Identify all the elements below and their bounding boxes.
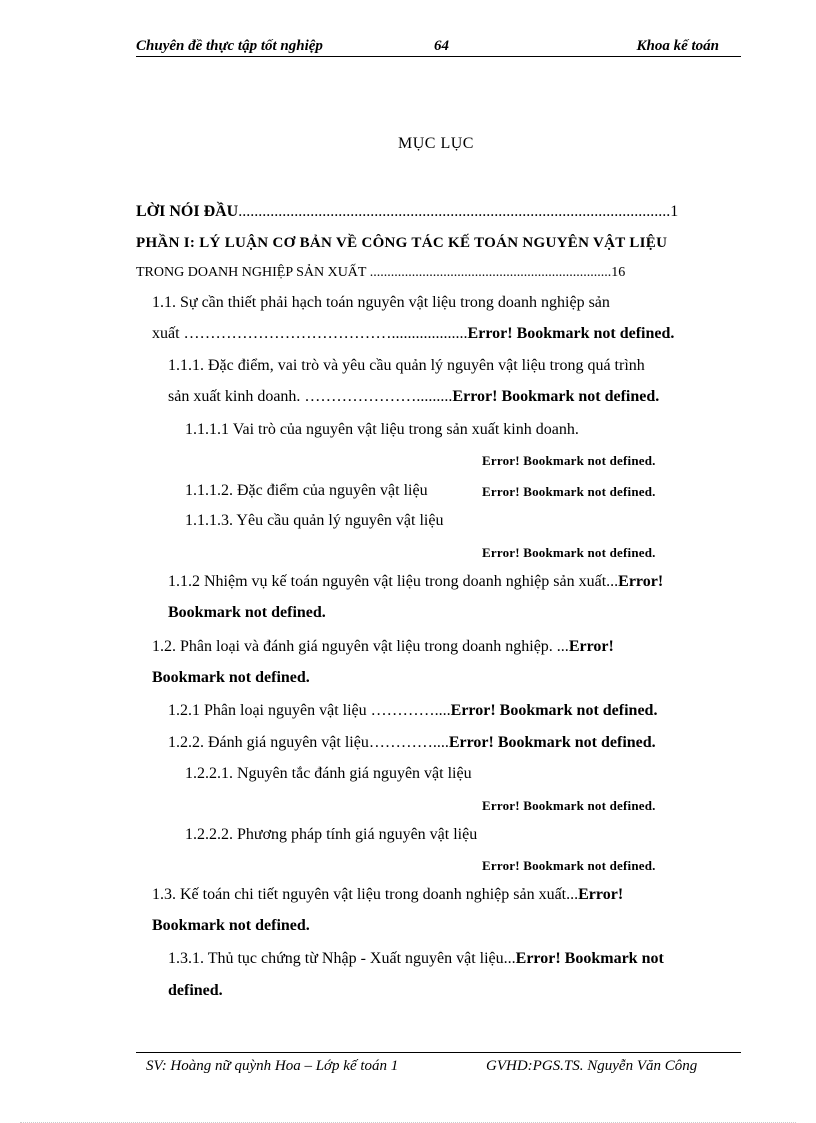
toc-entry-label: 1.3. Kế toán chi tiết nguyên vật liệu trong doanh nghiệp sản xuất...: [152, 886, 579, 903]
toc-entry-label: 1.1.1.3. Yêu cầu quản lý nguyên vật liệu: [185, 512, 444, 529]
toc-entry-label: 1.2.2.2. Phương pháp tính giá nguyên vật liệu: [185, 826, 478, 843]
toc-entry-1-1-cont[interactable]: [152, 324, 674, 344]
toc-entry-page: 1: [670, 203, 679, 220]
toc-entry-1-1-1[interactable]: [168, 356, 645, 376]
toc-entry-1-1-1-3-error: [482, 543, 656, 563]
toc-entry-label: 1.3.1. Thủ tục chứng từ Nhập - Xuất nguyên vật liệu...: [168, 950, 516, 967]
bookmark-error: Error! Bookmark not defined.: [482, 858, 656, 873]
toc-entry-1-1-2-cont[interactable]: [168, 603, 326, 623]
page-footer: [136, 1052, 741, 1074]
toc-entry-label: 1.1.1.2. Đặc điểm của nguyên vật liệu: [185, 482, 428, 499]
bookmark-error: defined.: [168, 982, 223, 999]
toc-entry-1-3-1-cont[interactable]: [168, 981, 223, 1001]
toc-entry-1-2-2[interactable]: [168, 733, 656, 753]
toc-entry-label: TRONG DOANH NGHIỆP SẢN XUẤT: [136, 265, 367, 280]
header-page-number: 64: [434, 38, 449, 54]
toc-entry-part-1[interactable]: [136, 233, 667, 253]
toc-entry-1-1-1-3[interactable]: [185, 511, 443, 531]
toc-entry-label: sản xuất kinh doanh. ………………….........: [168, 388, 453, 405]
toc-entry-1-2-2-2-error: [482, 856, 656, 876]
bookmark-error: Error!: [568, 638, 614, 655]
toc-entry-1-2-2-2[interactable]: [185, 825, 477, 845]
toc-entry-label: 1.2.2. Đánh giá nguyên vật liệu…………....: [168, 734, 449, 751]
toc-entry-dots: ............................................................................................................: [238, 203, 671, 220]
toc-entry-label: xuất …………………………………...................: [152, 325, 468, 342]
toc-entry-label: 1.1.1.1 Vai trò của nguyên vật liệu trong sản xuất kinh doanh.: [185, 421, 579, 438]
footer-student: SV: Hoàng nữ quỳnh Hoa – Lớp kế toán 1: [146, 1058, 399, 1074]
header-department: Khoa kế toán: [636, 38, 719, 54]
toc-entry-label: 1.1.2 Nhiệm vụ kế toán nguyên vật liệu trong doanh nghiệp sản xuất...: [168, 573, 619, 590]
toc-entry-1-3-cont[interactable]: [152, 916, 310, 936]
toc-entry-1-1-1-2[interactable]: [185, 481, 428, 501]
toc-entry-1-1-1-cont[interactable]: [168, 387, 659, 407]
bookmark-error: Error! Bookmark not defined.: [450, 702, 658, 719]
bookmark-error: Error! Bookmark not defined.: [467, 325, 675, 342]
toc-entry-1-1-1-2-error: [482, 482, 656, 502]
toc-entry-label: 1.1. Sự cần thiết phải hạch toán nguyên vật liệu trong doanh nghiệp sản: [152, 294, 610, 311]
toc-entry-page: 16: [611, 265, 626, 280]
bookmark-error: Error! Bookmark not defined.: [482, 798, 656, 813]
toc-entry-part-1-cont[interactable]: [136, 263, 625, 283]
toc-entry-label: LỜI NÓI ĐẦU: [136, 203, 239, 220]
toc-entry-1-2-2-1-error: [482, 796, 656, 816]
bookmark-error: Error! Bookmark not defined.: [482, 545, 656, 560]
bookmark-error: Error! Bookmark not defined.: [482, 484, 656, 499]
toc-entry-dots: .....................................................................: [366, 265, 612, 280]
toc-entry-1-1[interactable]: [152, 293, 610, 313]
toc-entry-1-1-1-1-error: [482, 451, 656, 471]
bookmark-error: Error! Bookmark not defined.: [482, 453, 656, 468]
toc-entry-1-2-1[interactable]: [168, 701, 657, 721]
bookmark-error: Error! Bookmark not defined.: [448, 734, 656, 751]
toc-entry-label: 1.2. Phân loại và đánh giá nguyên vật liệu trong doanh nghiệp. ...: [152, 638, 569, 655]
toc-entry-1-1-2[interactable]: [168, 572, 663, 592]
bookmark-error: Error!: [618, 573, 664, 590]
toc-entry-1-2-cont[interactable]: [152, 668, 310, 688]
footer-supervisor: GVHD:PGS.TS. Nguyễn Văn Công: [486, 1058, 698, 1074]
bookmark-error: Error! Bookmark not: [515, 950, 664, 967]
toc-entry-label: 1.1.1. Đặc điểm, vai trò và yêu cầu quản lý nguyên vật liệu trong quá trình: [168, 357, 645, 374]
toc-entry-1-3-1[interactable]: [168, 949, 664, 969]
bookmark-error: Error! Bookmark not defined.: [452, 388, 660, 405]
bookmark-error: Error!: [578, 886, 624, 903]
toc-entry-1-1-1-1[interactable]: [185, 420, 579, 440]
toc-entry-1-2-2-1[interactable]: [185, 764, 472, 784]
toc-entry-label: PHẦN I: LÝ LUẬN CƠ BẢN VỀ CÔNG TÁC KẾ TOÁN NGUYÊN VẬT LIỆU: [136, 235, 668, 251]
bookmark-error: Bookmark not defined.: [152, 917, 310, 934]
bookmark-error: Bookmark not defined.: [168, 604, 326, 621]
toc-entry-label: 1.2.2.1. Nguyên tắc đánh giá nguyên vật liệu: [185, 765, 472, 782]
page-header: [136, 36, 741, 57]
toc-entry-label: 1.2.1 Phân loại nguyên vật liệu …………....: [168, 702, 451, 719]
header-document-type: Chuyên đề thực tập tốt nghiệp: [136, 38, 323, 54]
bookmark-error: Bookmark not defined.: [152, 669, 310, 686]
toc-entry-preface[interactable]: [136, 202, 678, 222]
toc-entry-1-3[interactable]: [152, 885, 623, 905]
toc-entry-1-2[interactable]: [152, 637, 614, 657]
toc-title: MỤC LỤC: [398, 135, 474, 152]
